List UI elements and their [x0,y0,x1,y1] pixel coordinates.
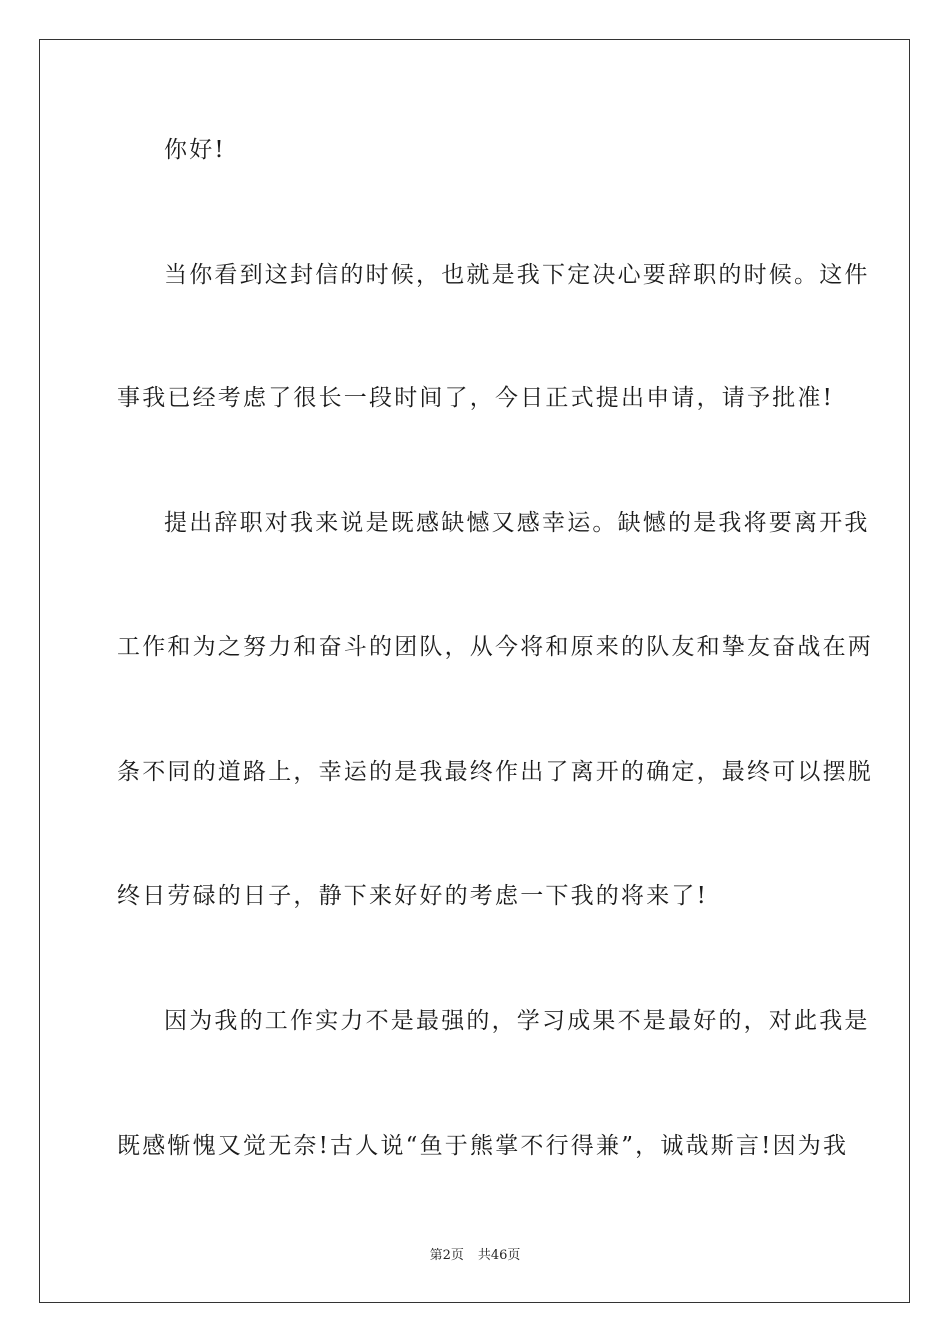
page-number: 第2页 [429,1248,464,1263]
body-line-5: 条不同的道路上，幸运的是我最终作出了离开的确定，最终可以摆脱 [117,759,873,785]
page-footer [0,1247,950,1265]
body-line-4: 工作和为之努力和奋斗的团队，从今将和原来的队友和挚友奋战在两 [117,634,873,660]
body-line-8: 既感惭愧又觉无奈!古人说“鱼于熊掌不行得兼”，诚哉斯言!因为我 [117,1133,849,1159]
salutation-line: 你好! [164,137,226,163]
body-line-3: 提出辞职对我来说是既感缺憾又感幸运。缺憾的是我将要离开我 [164,510,870,536]
body-line-2: 事我已经考虑了很长一段时间了，今日正式提出申请，请予批准! [117,385,835,411]
body-line-6: 终日劳碌的日子，静下来好好的考虑一下我的将来了! [117,883,709,909]
page-border [39,39,910,1303]
body-line-7: 因为我的工作实力不是最强的，学习成果不是最好的，对此我是 [164,1008,870,1034]
page-total: 共46页 [477,1248,521,1263]
body-line-1: 当你看到这封信的时候，也就是我下定决心要辞职的时候。这件 [164,262,870,288]
